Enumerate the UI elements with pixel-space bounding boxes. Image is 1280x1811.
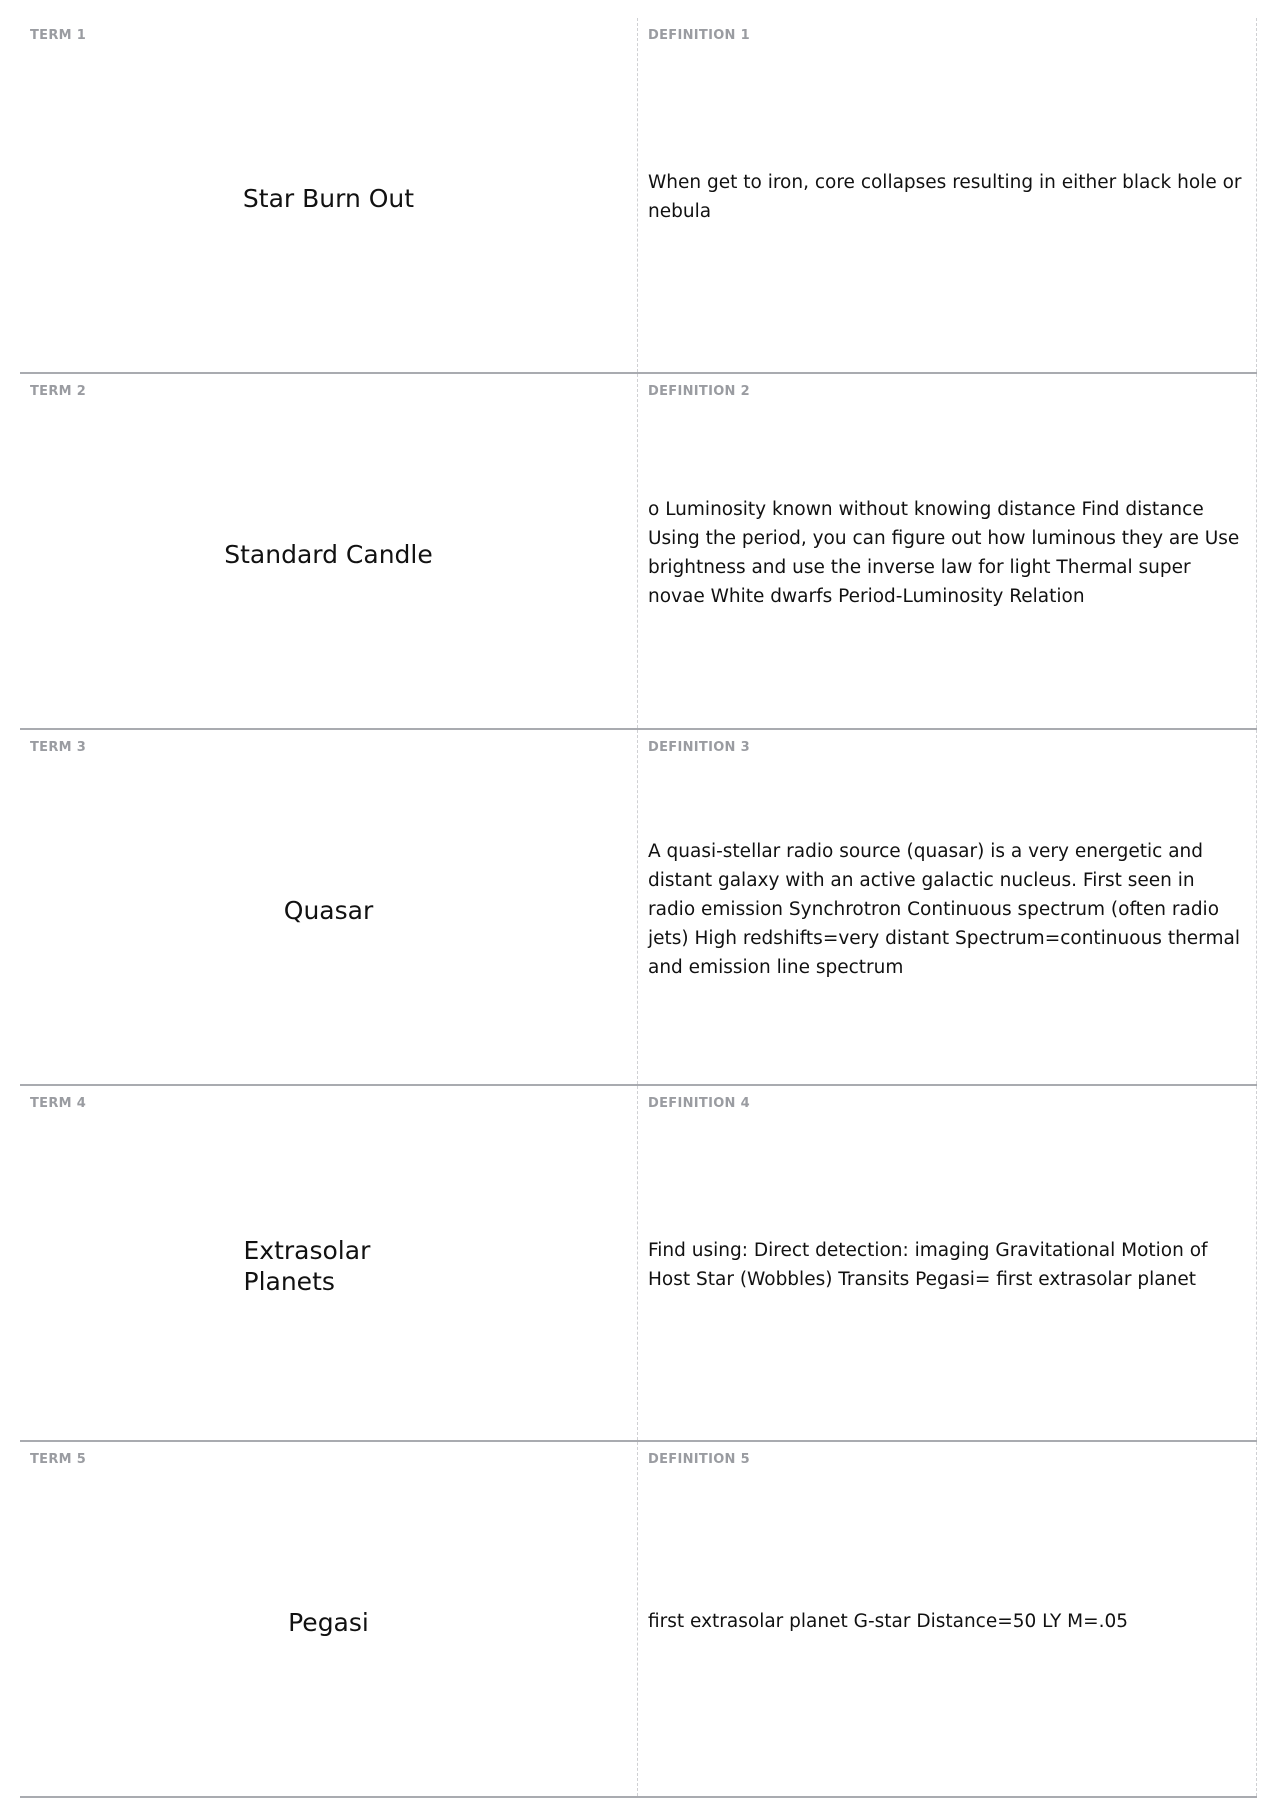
definition-label: DEFINITION 4 <box>648 1096 750 1111</box>
term-text: Star Burn Out <box>242 183 415 213</box>
term-cell <box>20 1442 638 1796</box>
definition-cell <box>638 18 1257 372</box>
definition-text: When get to iron, core collapses resulting in either black hole or nebula <box>648 172 1242 222</box>
term-label: TERM 1 <box>30 28 87 43</box>
card-row-5 <box>20 1442 1257 1798</box>
card-row-2 <box>20 374 1257 730</box>
definition-text: Find using: Direct detection: imaging Gravitational Motion of Host Star (Wobbles) Transits Pegasi= first extrasolar planet <box>648 1240 1208 1290</box>
card-row-1 <box>20 18 1257 374</box>
flashcard-sheet <box>20 18 1257 1798</box>
definition-label: DEFINITION 1 <box>648 28 750 43</box>
term-text: Quasar <box>283 895 374 925</box>
term-cell <box>20 1086 638 1440</box>
definition-text: o Luminosity known without knowing distance Find distance Using the period, you can figure out how luminous they are Use brightness and use the inverse law for light Thermal super novae White dwarfs Period-Luminosity Relation <box>648 499 1240 607</box>
card-row-4 <box>20 1086 1257 1442</box>
definition-label: DEFINITION 3 <box>648 740 750 755</box>
term-cell <box>20 18 638 372</box>
term-label: TERM 4 <box>30 1096 87 1111</box>
term-label: TERM 3 <box>30 740 87 755</box>
definition-cell <box>638 1442 1257 1796</box>
term-label: TERM 2 <box>30 384 87 399</box>
term-text: Pegasi <box>288 1607 369 1637</box>
definition-cell <box>638 730 1257 1084</box>
definition-cell <box>638 374 1257 728</box>
term-cell <box>20 374 638 728</box>
term-label: TERM 5 <box>30 1452 87 1467</box>
definition-text: A quasi-stellar radio source (quasar) is a very energetic and distant galaxy with an active galactic nucleus. First seen in radio emission Synchrotron Continuous spectrum (often radio jets) High redshifts=very distant Spectrum=continuous thermal and emission line spectrum <box>648 840 1240 978</box>
definition-label: DEFINITION 2 <box>648 384 750 399</box>
definition-cell <box>638 1086 1257 1440</box>
definition-text: first extrasolar planet G-star Distance=50 LY M=.05 <box>648 1610 1129 1632</box>
card-row-3 <box>20 730 1257 1086</box>
term-cell <box>20 730 638 1084</box>
definition-label: DEFINITION 5 <box>648 1452 750 1467</box>
term-text: Standard Candle <box>224 539 433 569</box>
term-text: Extrasolar Planets <box>243 1236 371 1296</box>
